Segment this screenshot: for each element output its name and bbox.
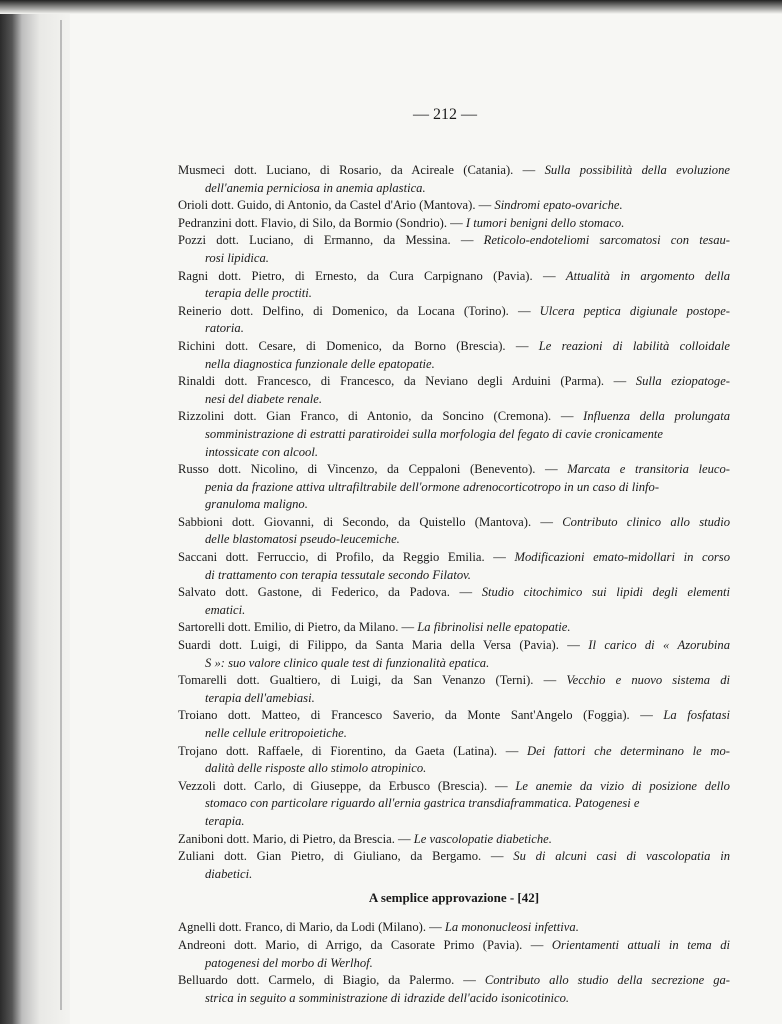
entry-continuation-line (178, 444, 730, 462)
section-heading: A semplice approvazione - [42] (368, 890, 540, 906)
entry-title: I tumori benigni dello stomaco. (465, 215, 625, 230)
entry-title: somministrazione di estratti paratiroidei sulla morfologia del fegato di cavie cronicamente (205, 426, 663, 441)
entry-continuation-line (178, 285, 730, 303)
entry-title: S »: suo valore clinico quale test di funzionalità epatica. (205, 655, 490, 670)
scan-top-shadow (0, 0, 782, 14)
entry-title: Sulla possibilità della evoluzione (544, 163, 730, 177)
entry-author: Salvato dott. Gastone, di Federico, da Padova. — (178, 585, 482, 600)
list-entry (178, 408, 730, 461)
list-entry (178, 303, 730, 338)
list-entry (178, 778, 730, 831)
list-entry (178, 549, 730, 584)
entry-author: Rinaldi dott. Francesco, di Francesco, da Neviano degli Arduini (Parma). — (178, 374, 636, 389)
entry-title: Attualità in argomento della (565, 268, 731, 283)
list-entry (178, 461, 730, 514)
entry-title: strica in seguito a somministrazione di idrazide dell'acido isonicotinico. (205, 990, 570, 1005)
entry-author: Russo dott. Nicolino, di Vincenzo, da Ceppaloni (Benevento). — (178, 462, 568, 477)
list-entry (178, 831, 730, 849)
entry-title: terapia delle proctiti. (205, 286, 312, 301)
list-entry (178, 707, 730, 742)
list-entry (178, 743, 730, 778)
entry-continuation-line (178, 813, 730, 831)
list-entry (178, 514, 730, 549)
page-number: — 212 — (413, 106, 477, 123)
entry-author: Ragni dott. Pietro, di Ernesto, da Cura Carpignano (Pavia). — (178, 268, 566, 283)
thesis-list-honors (178, 162, 730, 883)
entry-author: Richini dott. Cesare, di Domenico, da Borno (Brescia). — (178, 338, 539, 353)
entry-title: stomaco con particolare riguardo all'ernia gastrica transdiaframmatica. Patogenesi e (205, 796, 640, 811)
entry-author: Trojano dott. Raffaele, di Fiorentino, da Gaeta (Latina). — (178, 743, 527, 758)
entry-title: Studio citochimico sui lipidi degli elementi (481, 585, 730, 600)
entry-continuation-line (178, 320, 730, 338)
page-content (178, 162, 730, 1007)
entry-title: Marcata e transitoria leuco- (567, 462, 730, 477)
entry-continuation-line (178, 567, 730, 585)
entry-first-line (178, 584, 730, 602)
entry-title: dell'anemia perniciosa in anemia aplastica. (205, 180, 426, 195)
entry-continuation-line (178, 866, 730, 884)
entry-first-line (178, 672, 730, 690)
list-entry (178, 919, 730, 937)
list-entry (178, 848, 730, 883)
entry-first-line (178, 549, 730, 567)
entry-title: Su di alcuni casi di vascolopatia in (513, 849, 730, 864)
entry-author: Andreoni dott. Mario, di Arrigo, da Casorate Primo (Pavia). — (178, 937, 552, 952)
entry-continuation-line (178, 955, 730, 973)
entry-author: Troiano dott. Matteo, di Francesco Saverio, da Monte Sant'Angelo (Foggia). — (178, 708, 664, 723)
entry-continuation-line (178, 496, 730, 514)
entry-continuation-line (178, 990, 730, 1008)
entry-title: La mononucleosi infettiva. (444, 920, 579, 935)
entry-title: terapia. (205, 813, 245, 828)
list-entry (178, 338, 730, 373)
entry-title: nella diagnostica funzionale delle epatopatie. (205, 356, 435, 371)
entry-author: Zuliani dott. Gian Pietro, di Giuliano, da Bergamo. — (178, 849, 514, 864)
entry-first-line (178, 778, 730, 796)
entry-continuation-line (178, 479, 730, 497)
entry-title: Contributo allo studio della secrezione ga- (484, 973, 730, 988)
entry-title: Ulcera peptica digiunale postope- (539, 303, 730, 318)
entry-continuation-line (178, 356, 730, 374)
entry-author: Pedranzini dott. Flavio, di Silo, da Bormio (Sondrio). — (178, 215, 466, 230)
entry-title: Modificazioni emato-midollari in corso (514, 550, 730, 565)
entry-first-line (178, 743, 730, 761)
entry-title: ratoria. (205, 321, 244, 336)
entry-continuation-line (178, 602, 730, 620)
entry-author: Saccani dott. Ferruccio, di Profilo, da Reggio Emilia. — (178, 550, 515, 565)
entry-first-line (178, 338, 730, 356)
entry-author: Suardi dott. Luigi, di Filippo, da Santa Maria della Versa (Pavia). — (178, 638, 589, 653)
entry-title: Reticolo-endoteliomi sarcomatosi con tesau- (483, 233, 730, 248)
list-entry (178, 373, 730, 408)
entry-title: granuloma maligno. (205, 497, 308, 512)
book-binding-edge (0, 0, 70, 1024)
entry-title: Sulla eziopatoge- (635, 374, 730, 389)
entry-author: Agnelli dott. Franco, di Mario, da Lodi (Milano). — (178, 920, 445, 935)
list-entry (178, 619, 730, 637)
entry-title: Il carico di « Azorubina (588, 638, 730, 653)
entry-title: intossicate con alcool. (205, 444, 318, 459)
entry-author: Zaniboni dott. Mario, di Pietro, da Brescia. — (178, 831, 414, 846)
list-entry (178, 937, 730, 972)
entry-first-line (178, 972, 730, 990)
entry-first-line (178, 919, 730, 937)
list-entry (178, 215, 730, 233)
entry-first-line (178, 303, 730, 321)
entry-first-line (178, 373, 730, 391)
thesis-list-simple-approval (178, 919, 730, 1007)
entry-continuation-line (178, 760, 730, 778)
entry-first-line (178, 848, 730, 866)
entry-author: Tomarelli dott. Gualtiero, di Luigi, da San Venanzo (Terni). — (178, 673, 567, 688)
list-entry (178, 197, 730, 215)
entry-title: Contributo clinico allo studio (562, 514, 730, 529)
entry-first-line (178, 232, 730, 250)
entry-title: terapia dell'amebiasi. (205, 690, 315, 705)
entry-author: Rizzolini dott. Gian Franco, di Antonio, da Soncino (Cremona). — (178, 409, 584, 424)
entry-first-line (178, 707, 730, 725)
entry-continuation-line (178, 725, 730, 743)
entry-first-line (178, 215, 730, 233)
entry-title: Orientamenti attuali in tema di (551, 937, 730, 952)
entry-first-line (178, 937, 730, 955)
entry-title: delle blastomatosi pseudo-leucemiche. (205, 532, 400, 547)
entry-author: Pozzi dott. Luciano, di Ermanno, da Messina. — (178, 233, 484, 248)
entry-continuation-line (178, 531, 730, 549)
entry-continuation-line (178, 795, 730, 813)
entry-title: Sindromi epato-ovariche. (494, 198, 623, 213)
entry-title: ematici. (205, 602, 246, 617)
entry-author: Belluardo dott. Carmelo, di Biagio, da Palermo. — (178, 973, 485, 988)
entry-title: dalità delle risposte allo stimolo atropinico. (205, 761, 427, 776)
entry-first-line (178, 514, 730, 532)
entry-title: penia da frazione attiva ultrafiltrabile dell'ormone adrenocorticotropo in un caso di linfo- (205, 479, 660, 494)
entry-first-line (178, 619, 730, 637)
entry-first-line (178, 831, 730, 849)
entry-first-line (178, 197, 730, 215)
entry-title: La fosfatasi (663, 708, 730, 723)
entry-title: nelle cellule eritropoietiche. (205, 726, 347, 740)
list-entry (178, 972, 730, 1007)
list-entry (178, 637, 730, 672)
entry-title: patogenesi del morbo di Werlhof. (205, 955, 373, 970)
entry-author: Orioli dott. Guido, di Antonio, da Castel d'Ario (Mantova). — (178, 198, 495, 213)
entry-first-line (178, 162, 730, 180)
entry-first-line (178, 461, 730, 479)
entry-continuation-line (178, 655, 730, 673)
entry-continuation-line (178, 391, 730, 409)
entry-title: Le vascolopatie diabetiche. (413, 831, 552, 846)
entry-title: Influenza della prolungata (583, 409, 731, 424)
entry-continuation-line (178, 180, 730, 198)
list-entry (178, 162, 730, 197)
entry-continuation-line (178, 690, 730, 708)
entry-continuation-line (178, 426, 730, 444)
entry-author: Vezzoli dott. Carlo, di Giuseppe, da Erbusco (Brescia). — (178, 778, 516, 793)
entry-first-line (178, 408, 730, 426)
list-entry (178, 672, 730, 707)
list-entry (178, 232, 730, 267)
list-entry (178, 268, 730, 303)
entry-title: Le reazioni di labilità colloidale (538, 338, 730, 353)
entry-title: nesi del diabete renale. (205, 391, 323, 406)
entry-title: diabetici. (205, 866, 253, 881)
list-entry (178, 584, 730, 619)
entry-author: Musmeci dott. Luciano, di Rosario, da Acireale (Catania). — (178, 163, 545, 177)
entry-author: Reinerio dott. Delfino, di Domenico, da Locana (Torino). — (178, 303, 540, 318)
entry-author: Sartorelli dott. Emilio, di Pietro, da Milano. — (178, 620, 418, 635)
entry-first-line (178, 637, 730, 655)
entry-title: di trattamento con terapia tessutale secondo Filatov. (205, 567, 471, 582)
entry-first-line (178, 268, 730, 286)
entry-title: Le anemie da vizio di posizione dello (515, 778, 730, 793)
entry-author: Sabbioni dott. Giovanni, di Secondo, da Quistello (Mantova). — (178, 514, 563, 529)
entry-title: La fibrinolisi nelle epatopatie. (417, 620, 571, 635)
entry-title: Dei fattori che determinano le mo- (527, 743, 730, 758)
entry-continuation-line (178, 250, 730, 268)
entry-title: Vecchio e nuovo sistema di (566, 673, 730, 688)
entry-title: rosi lipidica. (205, 250, 269, 265)
